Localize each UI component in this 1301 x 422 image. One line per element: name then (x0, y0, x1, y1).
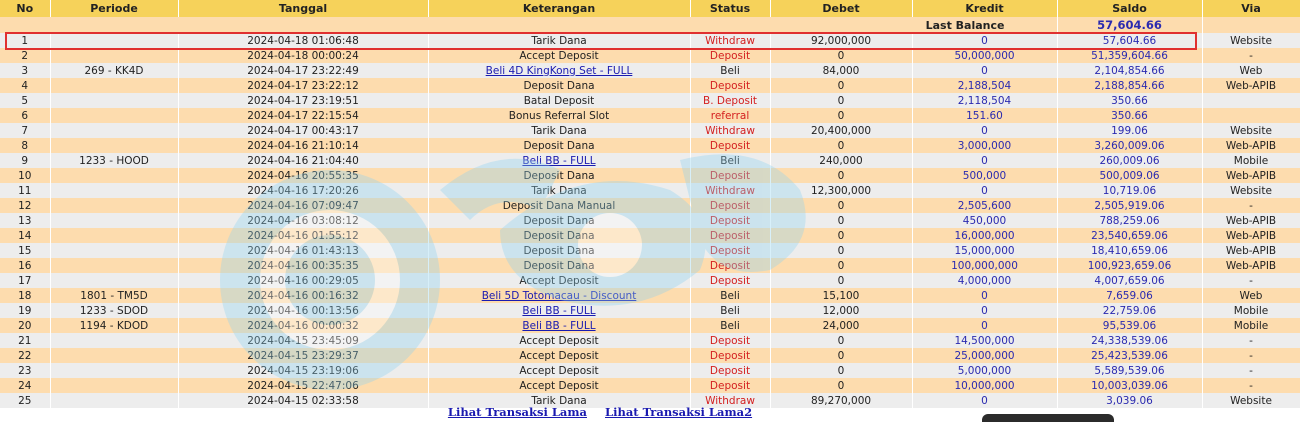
cell-debet: 20,400,000 (770, 123, 912, 138)
cell-tanggal: 2024-04-18 01:06:48 (178, 33, 428, 48)
cell-periode (50, 33, 178, 48)
cell-kredit: 0 (912, 33, 1057, 48)
table-row (0, 108, 1300, 123)
cell-saldo: 22,759.06 (1057, 303, 1202, 318)
cell-periode (50, 378, 178, 393)
cell-via: Mobile (1202, 303, 1300, 318)
table-row (0, 348, 1300, 363)
cell-debet: 240,000 (770, 153, 912, 168)
cell-kredit: 0 (912, 288, 1057, 303)
cell-kredit: 3,000,000 (912, 138, 1057, 153)
cell-debet: 24,000 (770, 318, 912, 333)
cell-status: Deposit (690, 198, 770, 213)
cell-via: Web-APIB (1202, 243, 1300, 258)
cell-no: 12 (0, 198, 50, 213)
old-transactions-link-2[interactable]: Lihat Transaksi Lama2 (605, 405, 753, 419)
cell-via: Web (1202, 288, 1300, 303)
cell-via: - (1202, 333, 1300, 348)
table-row (0, 213, 1300, 228)
table-row (0, 198, 1300, 213)
cell-no: 21 (0, 333, 50, 348)
cell-via: - (1202, 363, 1300, 378)
cell-tanggal: 2024-04-15 02:33:58 (178, 393, 428, 408)
transaction-detail-link[interactable]: Beli 5D Totomacau - Discount (481, 289, 637, 302)
cell-status: Deposit (690, 378, 770, 393)
table-row (0, 288, 1300, 303)
cell-keterangan: Accept Deposit (428, 348, 690, 363)
cell-keterangan (428, 318, 690, 333)
last-balance-label: Last Balance (0, 17, 1057, 33)
cell-saldo: 5,589,539.06 (1057, 363, 1202, 378)
cell-tanggal: 2024-04-16 07:09:47 (178, 198, 428, 213)
cell-via: - (1202, 378, 1300, 393)
cell-via: Web-APIB (1202, 138, 1300, 153)
table-row (0, 258, 1300, 273)
cell-status: Deposit (690, 78, 770, 93)
cell-no: 19 (0, 303, 50, 318)
table-header-row (0, 0, 1300, 17)
col-header-status: Status (690, 0, 770, 17)
cell-via: - (1202, 273, 1300, 288)
cell-periode (50, 48, 178, 63)
cell-keterangan: Tarik Dana (428, 183, 690, 198)
cell-debet: 89,270,000 (770, 393, 912, 408)
cell-debet: 0 (770, 363, 912, 378)
cell-via: Mobile (1202, 153, 1300, 168)
cell-keterangan: Bonus Referral Slot (428, 108, 690, 123)
cell-saldo: 10,719.06 (1057, 183, 1202, 198)
table-row (0, 333, 1300, 348)
cell-kredit: 0 (912, 183, 1057, 198)
cell-tanggal: 2024-04-16 00:35:35 (178, 258, 428, 273)
cell-no: 20 (0, 318, 50, 333)
cell-keterangan: Accept Deposit (428, 378, 690, 393)
cell-periode (50, 273, 178, 288)
cell-keterangan: Deposit Dana (428, 213, 690, 228)
cell-kredit: 15,000,000 (912, 243, 1057, 258)
cell-periode (50, 258, 178, 273)
cell-keterangan (428, 288, 690, 303)
transaction-detail-link[interactable]: Beli BB - FULL (522, 319, 596, 332)
cell-no: 18 (0, 288, 50, 303)
cell-periode (50, 78, 178, 93)
cell-no: 13 (0, 213, 50, 228)
cell-via (1202, 108, 1300, 123)
cell-debet: 0 (770, 348, 912, 363)
cell-via: Website (1202, 393, 1300, 408)
cell-via: Web-APIB (1202, 78, 1300, 93)
cell-debet: 0 (770, 333, 912, 348)
cell-status: Deposit (690, 348, 770, 363)
cell-tanggal: 2024-04-17 00:43:17 (178, 123, 428, 138)
cell-no: 8 (0, 138, 50, 153)
cell-status: Withdraw (690, 393, 770, 408)
cell-saldo: 4,007,659.06 (1057, 273, 1202, 288)
cell-periode (50, 363, 178, 378)
table-row (0, 63, 1300, 78)
cell-tanggal: 2024-04-16 00:29:05 (178, 273, 428, 288)
cell-no: 23 (0, 363, 50, 378)
cell-saldo: 7,659.06 (1057, 288, 1202, 303)
cell-no: 11 (0, 183, 50, 198)
cell-debet: 0 (770, 168, 912, 183)
cell-saldo: 25,423,539.06 (1057, 348, 1202, 363)
col-header-kredit: Kredit (912, 0, 1057, 17)
cell-debet: 0 (770, 378, 912, 393)
cell-tanggal: 2024-04-15 22:47:06 (178, 378, 428, 393)
cell-status: B. Deposit (690, 93, 770, 108)
cell-tanggal: 2024-04-15 23:45:09 (178, 333, 428, 348)
cell-kredit: 0 (912, 123, 1057, 138)
transaction-detail-link[interactable]: Beli 4D KingKong Set - FULL (485, 64, 633, 77)
col-header-keterangan: Keterangan (428, 0, 690, 17)
cell-debet: 15,100 (770, 288, 912, 303)
cell-no: 15 (0, 243, 50, 258)
cell-keterangan: Deposit Dana (428, 78, 690, 93)
cell-status: Beli (690, 153, 770, 168)
cell-no: 25 (0, 393, 50, 408)
cell-status: Withdraw (690, 123, 770, 138)
cell-kredit: 10,000,000 (912, 378, 1057, 393)
cell-kredit: 0 (912, 393, 1057, 408)
col-header-periode: Periode (50, 0, 178, 17)
cell-via: Website (1202, 183, 1300, 198)
last-balance-row (0, 17, 1300, 33)
cell-via: Website (1202, 33, 1300, 48)
cell-periode: 1233 - SDOD (50, 303, 178, 318)
cell-keterangan: Batal Deposit (428, 93, 690, 108)
cell-periode (50, 213, 178, 228)
cell-saldo: 3,260,009.06 (1057, 138, 1202, 153)
cell-status: Withdraw (690, 183, 770, 198)
cell-via: Web-APIB (1202, 168, 1300, 183)
cell-periode: 1233 - HOOD (50, 153, 178, 168)
table-row (0, 303, 1300, 318)
cell-tanggal: 2024-04-16 03:08:12 (178, 213, 428, 228)
cell-status: Beli (690, 63, 770, 78)
cell-saldo: 57,604.66 (1057, 33, 1202, 48)
cell-no: 14 (0, 228, 50, 243)
cell-no: 6 (0, 108, 50, 123)
cell-debet: 0 (770, 108, 912, 123)
cell-kredit: 16,000,000 (912, 228, 1057, 243)
table-row (0, 48, 1300, 63)
cell-saldo: 23,540,659.06 (1057, 228, 1202, 243)
cell-via: Web-APIB (1202, 228, 1300, 243)
cell-periode (50, 243, 178, 258)
cell-tanggal: 2024-04-16 00:16:32 (178, 288, 428, 303)
cell-saldo: 350.66 (1057, 108, 1202, 123)
col-header-debet: Debet (770, 0, 912, 17)
cell-saldo: 3,039.06 (1057, 393, 1202, 408)
cell-debet: 0 (770, 78, 912, 93)
col-header-via: Via (1202, 0, 1300, 17)
cell-debet: 0 (770, 48, 912, 63)
cell-status: Deposit (690, 363, 770, 378)
cell-status: Deposit (690, 333, 770, 348)
cell-via: - (1202, 48, 1300, 63)
cell-periode (50, 198, 178, 213)
cell-tanggal: 2024-04-15 23:19:06 (178, 363, 428, 378)
cell-tanggal: 2024-04-18 00:00:24 (178, 48, 428, 63)
cell-tanggal: 2024-04-16 01:43:13 (178, 243, 428, 258)
cell-periode: 1801 - TM5D (50, 288, 178, 303)
col-header-no: No (0, 0, 50, 17)
floating-bar (982, 414, 1114, 422)
cell-no: 24 (0, 378, 50, 393)
cell-debet: 0 (770, 93, 912, 108)
cell-kredit: 0 (912, 303, 1057, 318)
cell-saldo: 95,539.06 (1057, 318, 1202, 333)
cell-saldo: 350.66 (1057, 93, 1202, 108)
cell-no: 22 (0, 348, 50, 363)
table-row (0, 123, 1300, 138)
table-row (0, 273, 1300, 288)
cell-periode (50, 228, 178, 243)
cell-periode (50, 183, 178, 198)
cell-status: Beli (690, 318, 770, 333)
table-row (0, 363, 1300, 378)
cell-keterangan: Tarik Dana (428, 123, 690, 138)
table-row (0, 93, 1300, 108)
cell-tanggal: 2024-04-16 00:13:56 (178, 303, 428, 318)
cell-tanggal: 2024-04-17 23:19:51 (178, 93, 428, 108)
cell-keterangan: Deposit Dana (428, 138, 690, 153)
cell-no: 1 (0, 33, 50, 48)
cell-saldo: 788,259.06 (1057, 213, 1202, 228)
cell-keterangan: Deposit Dana Manual (428, 198, 690, 213)
cell-tanggal: 2024-04-16 01:55:12 (178, 228, 428, 243)
cell-kredit: 100,000,000 (912, 258, 1057, 273)
cell-kredit: 151.60 (912, 108, 1057, 123)
cell-periode (50, 108, 178, 123)
cell-via: Website (1202, 123, 1300, 138)
cell-keterangan: Tarik Dana (428, 33, 690, 48)
cell-tanggal: 2024-04-16 20:55:35 (178, 168, 428, 183)
cell-debet: 0 (770, 258, 912, 273)
cell-keterangan (428, 153, 690, 168)
col-header-saldo: Saldo (1057, 0, 1202, 17)
cell-saldo: 260,009.06 (1057, 153, 1202, 168)
transaction-detail-link[interactable]: Beli BB - FULL (522, 304, 596, 317)
cell-debet: 92,000,000 (770, 33, 912, 48)
table-row (0, 153, 1300, 168)
cell-saldo: 2,505,919.06 (1057, 198, 1202, 213)
cell-kredit: 2,188,504 (912, 78, 1057, 93)
cell-via: Web-APIB (1202, 258, 1300, 273)
cell-status: Deposit (690, 48, 770, 63)
cell-via: Web (1202, 63, 1300, 78)
cell-saldo: 2,188,854.66 (1057, 78, 1202, 93)
cell-status: Deposit (690, 138, 770, 153)
cell-keterangan: Accept Deposit (428, 363, 690, 378)
cell-debet: 0 (770, 228, 912, 243)
cell-kredit: 2,118,504 (912, 93, 1057, 108)
cell-no: 5 (0, 93, 50, 108)
cell-no: 3 (0, 63, 50, 78)
cell-tanggal: 2024-04-16 00:00:32 (178, 318, 428, 333)
cell-debet: 0 (770, 243, 912, 258)
cell-status: Deposit (690, 213, 770, 228)
cell-kredit: 0 (912, 153, 1057, 168)
cell-periode (50, 168, 178, 183)
table-row (0, 228, 1300, 243)
col-header-tanggal: Tanggal (178, 0, 428, 17)
cell-kredit: 50,000,000 (912, 48, 1057, 63)
cell-via: Mobile (1202, 318, 1300, 333)
cell-debet: 0 (770, 138, 912, 153)
cell-kredit: 14,500,000 (912, 333, 1057, 348)
cell-tanggal: 2024-04-16 21:10:14 (178, 138, 428, 153)
cell-status: Withdraw (690, 33, 770, 48)
cell-periode (50, 93, 178, 108)
cell-periode (50, 138, 178, 153)
table-row (0, 318, 1300, 333)
cell-keterangan: Accept Deposit (428, 333, 690, 348)
cell-saldo: 100,923,659.06 (1057, 258, 1202, 273)
table-row (0, 183, 1300, 198)
cell-saldo: 51,359,604.66 (1057, 48, 1202, 63)
cell-tanggal: 2024-04-16 17:20:26 (178, 183, 428, 198)
table-row (0, 78, 1300, 93)
cell-keterangan: Tarik Dana (428, 393, 690, 408)
cell-keterangan: Deposit Dana (428, 168, 690, 183)
table-row (0, 138, 1300, 153)
cell-debet: 84,000 (770, 63, 912, 78)
transaction-detail-link[interactable]: Beli BB - FULL (522, 154, 596, 167)
table-row (0, 243, 1300, 258)
cell-saldo: 18,410,659.06 (1057, 243, 1202, 258)
cell-keterangan: Deposit Dana (428, 228, 690, 243)
cell-status: Beli (690, 288, 770, 303)
cell-via: - (1202, 348, 1300, 363)
cell-keterangan: Deposit Dana (428, 258, 690, 273)
cell-no: 10 (0, 168, 50, 183)
table-row (0, 378, 1300, 393)
old-transactions-link[interactable]: Lihat Transaksi Lama (447, 405, 587, 419)
cell-tanggal: 2024-04-15 23:29:37 (178, 348, 428, 363)
cell-status: Beli (690, 303, 770, 318)
cell-saldo: 500,009.06 (1057, 168, 1202, 183)
cell-debet: 0 (770, 213, 912, 228)
cell-no: 16 (0, 258, 50, 273)
cell-kredit: 2,505,600 (912, 198, 1057, 213)
cell-keterangan (428, 63, 690, 78)
cell-kredit: 500,000 (912, 168, 1057, 183)
cell-status: referral (690, 108, 770, 123)
cell-no: 2 (0, 48, 50, 63)
cell-periode (50, 348, 178, 363)
cell-keterangan: Accept Deposit (428, 273, 690, 288)
cell-kredit: 450,000 (912, 213, 1057, 228)
cell-no: 9 (0, 153, 50, 168)
table-row (0, 168, 1300, 183)
cell-status: Deposit (690, 258, 770, 273)
cell-status: Deposit (690, 243, 770, 258)
last-balance-value: 57,604.66 (1057, 17, 1202, 33)
cell-periode: 1194 - KDOD (50, 318, 178, 333)
cell-periode (50, 123, 178, 138)
cell-keterangan (428, 303, 690, 318)
cell-debet: 12,300,000 (770, 183, 912, 198)
cell-status: Deposit (690, 168, 770, 183)
cell-kredit: 0 (912, 318, 1057, 333)
cell-tanggal: 2024-04-17 23:22:12 (178, 78, 428, 93)
cell-via: - (1202, 198, 1300, 213)
cell-via: Web-APIB (1202, 213, 1300, 228)
cell-via (1202, 93, 1300, 108)
cell-periode: 269 - KK4D (50, 63, 178, 78)
cell-no: 4 (0, 78, 50, 93)
cell-no: 17 (0, 273, 50, 288)
cell-status: Deposit (690, 228, 770, 243)
cell-debet: 12,000 (770, 303, 912, 318)
cell-tanggal: 2024-04-17 22:15:54 (178, 108, 428, 123)
cell-keterangan: Deposit Dana (428, 243, 690, 258)
cell-debet: 0 (770, 198, 912, 213)
cell-tanggal: 2024-04-17 23:22:49 (178, 63, 428, 78)
cell-debet: 0 (770, 273, 912, 288)
cell-periode (50, 333, 178, 348)
cell-saldo: 24,338,539.06 (1057, 333, 1202, 348)
table-row (0, 33, 1300, 48)
cell-saldo: 10,003,039.06 (1057, 378, 1202, 393)
cell-saldo: 199.06 (1057, 123, 1202, 138)
cell-tanggal: 2024-04-16 21:04:40 (178, 153, 428, 168)
cell-saldo: 2,104,854.66 (1057, 63, 1202, 78)
cell-keterangan: Accept Deposit (428, 48, 690, 63)
cell-kredit: 25,000,000 (912, 348, 1057, 363)
cell-status: Deposit (690, 273, 770, 288)
cell-no: 7 (0, 123, 50, 138)
cell-kredit: 0 (912, 63, 1057, 78)
last-balance-empty (1202, 17, 1300, 33)
cell-kredit: 4,000,000 (912, 273, 1057, 288)
cell-kredit: 5,000,000 (912, 363, 1057, 378)
